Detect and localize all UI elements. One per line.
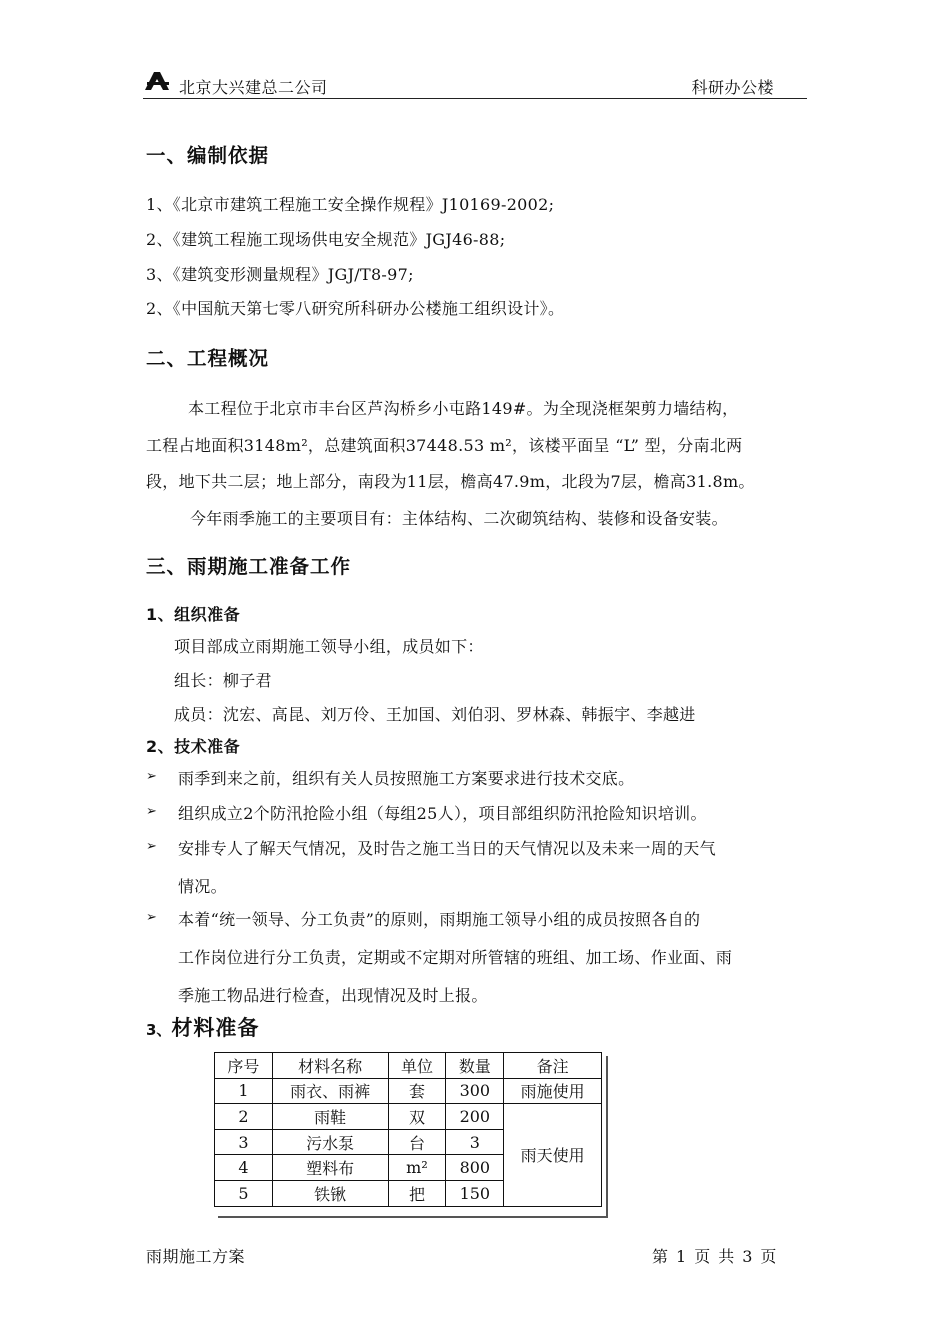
subsection-title-materials	[146, 1012, 259, 1042]
cell-note-merged: 雨天使用	[504, 1104, 602, 1206]
basis-item-1: 1、《北京市建筑工程施工安全操作规程》J10169-2002;	[146, 195, 555, 214]
cell-qty: 3	[446, 1129, 504, 1155]
basis-item-2: 2、《建筑工程施工现场供电安全规范》JGJ46-88;	[146, 230, 506, 249]
bullet-arrow-icon: ➢	[146, 910, 157, 925]
cell-unit: 把	[388, 1180, 446, 1206]
subsection-title-org: 1、组织准备	[146, 605, 241, 624]
total-page-number: 3	[742, 1247, 753, 1266]
org-line-1: 项目部成立雨期施工领导小组，成员如下：	[174, 637, 484, 656]
overview-line-2: 工程占地面积3148m²，总建筑面积37448.53 m²，该楼平面呈 “L” 型，分南北两	[146, 436, 743, 455]
cell-unit: 套	[388, 1078, 446, 1104]
cell-index: 5	[215, 1180, 273, 1206]
footer-doc-title: 雨期施工方案	[146, 1247, 246, 1266]
current-page-number: 1	[676, 1247, 687, 1266]
page-label-text: 共	[718, 1247, 735, 1266]
table-row	[215, 1104, 602, 1130]
cell-index: 2	[215, 1104, 273, 1130]
cell-name: 雨衣、雨裤	[272, 1078, 388, 1104]
tech-line-3: 安排专人了解天气情况，及时告之施工当日的天气情况以及未来一周的天气	[178, 839, 716, 858]
tech-line-3-cont: 情况。	[178, 877, 227, 896]
section-title-overview: 二、工程概况	[146, 347, 270, 370]
tech-line-1: 雨季到来之前，组织有关人员按照施工方案要求进行技术交底。	[178, 769, 635, 788]
basis-item-3: 3、《建筑变形测量规程》JGJ/T8-97;	[146, 265, 414, 284]
bullet-arrow-icon: ➢	[146, 839, 157, 854]
bullet-arrow-icon: ➢	[146, 804, 157, 819]
basis-item-4: 2、《中国航天第七零八研究所科研办公楼施工组织设计》。	[146, 299, 565, 318]
bullet-arrow-icon: ➢	[146, 769, 157, 784]
header-cell-note: 备注	[504, 1053, 602, 1079]
header-cell-index: 序号	[215, 1053, 273, 1079]
page-label-text: 第	[652, 1247, 669, 1266]
overview-line-1: 本工程位于北京市丰台区芦沟桥乡小屯路149#。为全现浇框架剪力墙结构，	[188, 399, 739, 418]
cell-index: 3	[215, 1129, 273, 1155]
cell-qty: 800	[446, 1155, 504, 1181]
cell-name: 污水泵	[272, 1129, 388, 1155]
section-title-preparation: 三、雨期施工准备工作	[146, 555, 352, 578]
page-label-text: 页	[694, 1247, 711, 1266]
cell-note: 雨施使用	[504, 1078, 602, 1104]
table-header-row	[215, 1053, 602, 1079]
cell-unit: m²	[388, 1155, 446, 1181]
cell-qty: 200	[446, 1104, 504, 1130]
cell-index: 4	[215, 1155, 273, 1181]
header-cell-qty: 数量	[446, 1053, 504, 1079]
cell-name: 铁锹	[272, 1180, 388, 1206]
cell-index: 1	[215, 1078, 273, 1104]
org-line-members: 成员：沈宏、高昆、刘万伶、王加国、刘伯羽、罗林森、韩振宇、李越进	[174, 705, 696, 724]
materials-table	[214, 1052, 602, 1207]
tech-line-4-cont1: 工作岗位进行分工负责，定期或不定期对所管辖的班组、加工场、作业面、雨	[178, 948, 733, 967]
tech-line-4-cont2: 季施工物品进行检查，出现情况及时上报。	[178, 986, 488, 1005]
project-name: 科研办公楼	[691, 78, 774, 97]
section-title-basis: 一、编制依据	[146, 144, 270, 167]
table-row	[215, 1078, 602, 1104]
company-name: 北京大兴建总二公司	[179, 78, 328, 97]
overview-line-3: 段，地下共二层；地上部分，南段为11层，檐高47.9m，北段为7层，檐高31.8m。	[146, 472, 755, 491]
page-header	[143, 70, 807, 99]
subsection-title-tech: 2、技术准备	[146, 737, 241, 756]
header-cell-name: 材料名称	[272, 1053, 388, 1079]
materials-table-wrapper	[214, 1052, 602, 1207]
cell-qty: 300	[446, 1078, 504, 1104]
materials-number: 3、	[146, 1021, 172, 1039]
cell-qty: 150	[446, 1180, 504, 1206]
header-cell-unit: 单位	[388, 1053, 446, 1079]
org-line-leader: 组长：柳子君	[174, 671, 272, 690]
cell-name: 塑料布	[272, 1155, 388, 1181]
tech-line-4: 本着“统一领导、分工负责”的原则，雨期施工领导小组的成员按照各自的	[178, 910, 701, 929]
tech-line-2: 组织成立2个防汛抢险小组（每组25人），项目部组织防汛抢险知识培训。	[178, 804, 707, 823]
materials-title: 材料准备	[171, 1016, 260, 1040]
footer-page-number	[652, 1244, 784, 1267]
overview-line-4: 今年雨季施工的主要项目有：主体结构、二次砌筑结构、装修和设备安装。	[190, 509, 728, 528]
company-logo-icon	[145, 72, 171, 90]
cell-unit: 台	[388, 1129, 446, 1155]
cell-name: 雨鞋	[272, 1104, 388, 1130]
cell-unit: 双	[388, 1104, 446, 1130]
page-label-text: 页	[760, 1247, 777, 1266]
